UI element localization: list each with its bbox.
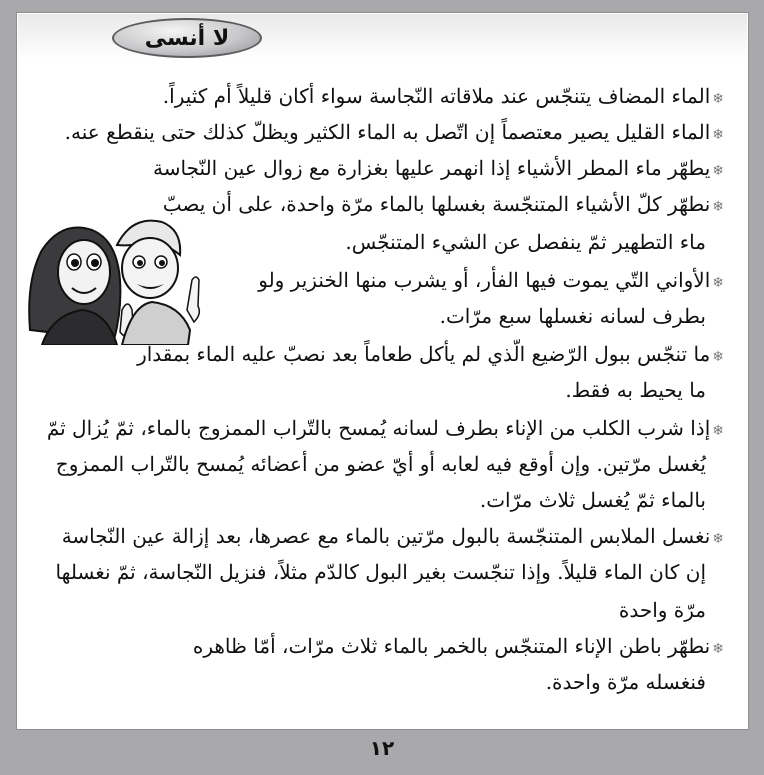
rule-text: ما يحيط به فقط.	[565, 378, 706, 402]
snowflake-bullet-icon: ❄	[712, 91, 724, 107]
rule-line-continuation	[56, 558, 706, 586]
rule-line-start	[258, 266, 724, 297]
title-badge	[112, 18, 262, 58]
rule-text: بالماء ثمّ يُغسل ثلاث مرّات.	[479, 488, 706, 512]
rule-text: الماء المضاف يتنجّس عند ملاقاته النّجاسة سواء أكان قليلاً أم كثيراً.	[162, 84, 711, 108]
rule-text: بطرف لسانه نغسلها سبع مرّات.	[439, 304, 706, 328]
rule-text: ماء التطهير ثمّ ينفصل عن الشيء المتنجّس.	[345, 230, 706, 254]
rule-line-start	[137, 340, 724, 371]
rule-text: نطهّر كلّ الأشياء المتنجّسة بغسلها بالماء مرّة واحدة، على أن يصبّ	[162, 192, 711, 216]
snowflake-bullet-icon: ❄	[712, 163, 724, 179]
rule-line-continuation	[56, 450, 706, 478]
snowflake-bullet-icon: ❄	[712, 127, 724, 143]
rule-text: الماء القليل يصير معتصماً إن اتّصل به الماء الكثير ويظلّ كذلك حتى ينقطع عنه.	[64, 120, 711, 144]
snowflake-bullet-icon: ❄	[712, 349, 724, 365]
snowflake-bullet-icon: ❄	[712, 199, 724, 215]
rule-line-start	[163, 82, 724, 113]
rule-line-continuation	[565, 376, 706, 404]
rule-text: ما تنجّس ببول الرّضيع الّذي لم يأكل طعاماً بعد نصبّ عليه الماء بمقدار	[137, 342, 711, 366]
rule-text: يطهّر ماء المطر الأشياء إذا انهمر عليها بغزارة مع زوال عين النّجاسة	[153, 156, 711, 180]
rule-text: مرّة واحدة	[618, 598, 706, 622]
rule-line-continuation	[440, 302, 706, 330]
rule-line-continuation	[345, 228, 706, 256]
page-title: لا أنسى	[144, 25, 230, 51]
rule-text: فنغسله مرّة واحدة.	[545, 670, 706, 694]
boy-figure	[117, 221, 199, 345]
children-illustration	[22, 210, 212, 345]
rule-line-start	[62, 522, 724, 553]
rule-text: نغسل الملابس المتنجّسة بالبول مرّتين بالماء مع عصرها، بعد إزالة عين النّجاسة	[61, 524, 711, 548]
rule-line-start	[163, 190, 724, 221]
rule-line-start	[193, 632, 724, 663]
rule-text: إذا شرب الكلب من الإناء بطرف لسانه يُمسح بالتّراب الممزوج بالماء، ثمّ يُزال ثمّ	[46, 416, 711, 440]
rule-text: نطهّر باطن الإناء المتنجّس بالخمر بالماء ثلاث مرّات، أمّا ظاهره	[192, 634, 711, 658]
rule-line-continuation	[619, 596, 706, 624]
rule-line-start	[65, 118, 724, 149]
page-number: ١٢	[369, 736, 395, 760]
rule-line-start	[47, 414, 724, 445]
rule-line-continuation	[546, 668, 706, 696]
snowflake-bullet-icon: ❄	[712, 641, 724, 657]
snowflake-bullet-icon: ❄	[712, 423, 724, 439]
rule-line-start	[153, 154, 724, 185]
rule-line-continuation	[480, 486, 706, 514]
rule-text: يُغسل مرّتين. وإن أوقع فيه لعابه أو أيّ عضو من أعضائه يُمسح بالتّراب الممزوج	[55, 452, 706, 476]
rule-text: إن كان الماء قليلاً. وإذا تنجّست بغير البول كالدّم مثلاً، فنزيل النّجاسة، ثمّ نغسلها	[55, 560, 706, 584]
snowflake-bullet-icon: ❄	[712, 531, 724, 547]
snowflake-bullet-icon: ❄	[712, 275, 724, 291]
rule-text: الأواني التّي يموت فيها الفأر، أو يشرب منها الخنزير ولو	[258, 268, 711, 292]
